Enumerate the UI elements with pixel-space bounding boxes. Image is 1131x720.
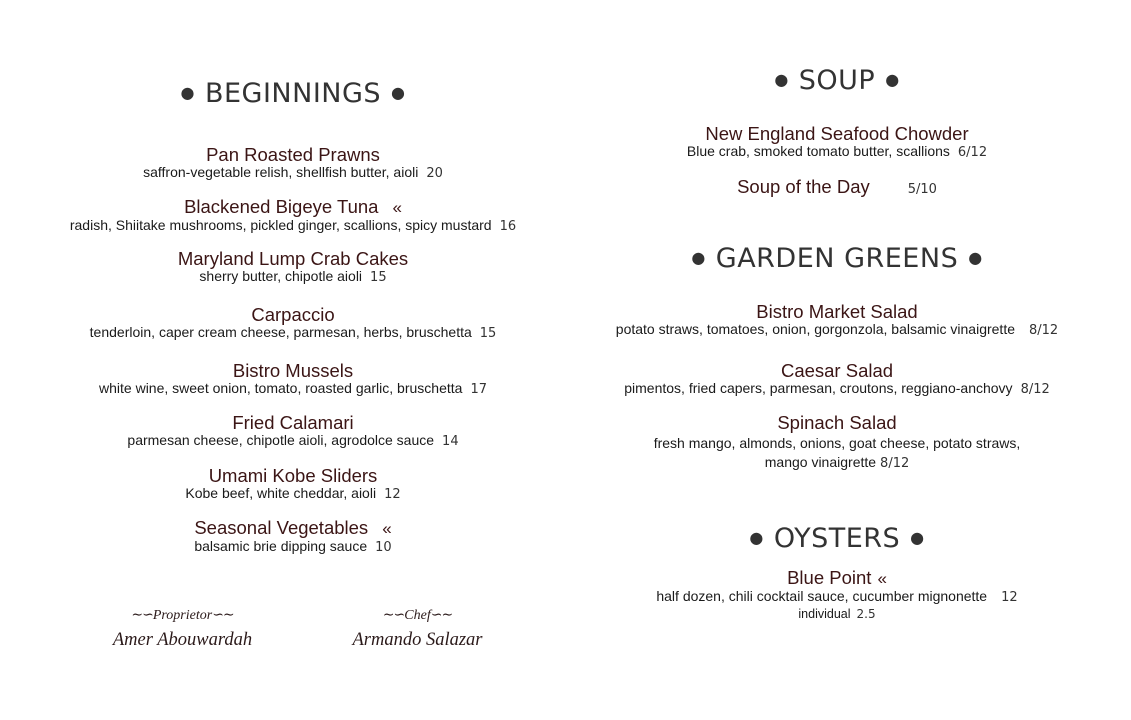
menu-item-bistro-market-salad (586, 302, 1088, 339)
flourish-icon: ∽∼ (212, 608, 234, 623)
menu-item-bistro-mussels (0, 361, 586, 398)
item-description: mango vinaigrette 8/12 (764, 454, 910, 471)
recommended-mark-icon: « (382, 519, 392, 538)
item-description: saffron-vegetable relish, shellfish butter, aioli 20 (143, 164, 443, 181)
item-description: pimentos, fried capers, parmesan, croutons, reggiano-anchovy 8/12 (624, 380, 1050, 397)
menu-item-umami-kobe-sliders (0, 466, 586, 503)
item-name: Caesar Salad (780, 360, 894, 381)
item-price: 8/12 (880, 456, 910, 471)
proprietor-signature (95, 606, 270, 654)
proprietor-name: Amer Abouwardah (112, 630, 253, 650)
flourish-icon: ∼∽ (382, 608, 405, 623)
item-description: white wine, sweet onion, tomato, roasted garlic, bruschetta 17 (99, 380, 487, 397)
item-name: Carpaccio (251, 304, 335, 325)
recommended-mark-icon: « (392, 198, 402, 217)
item-price: 12 (1001, 590, 1018, 605)
item-description: fresh mango, almonds, onions, goat cheese, potato straws, (653, 435, 1021, 451)
item-name: Maryland Lump Crab Cakes (177, 248, 409, 269)
bullet-icon: ● (910, 528, 925, 547)
chef-signature (330, 606, 505, 654)
item-name: Blackened Bigeye Tuna « (184, 196, 402, 217)
menu-item-maryland-lump-crab-cakes (0, 249, 586, 286)
item-name: Spinach Salad (777, 412, 897, 433)
item-name: Bistro Mussels (232, 360, 354, 381)
item-price: 14 (442, 434, 459, 449)
chef-role: ∼∽Chef∽∼ (382, 608, 453, 623)
menu-item-carpaccio (0, 305, 586, 342)
menu-item-blue-point (586, 568, 1088, 622)
flourish-icon: ∼∽ (131, 608, 153, 623)
item-price: 16 (499, 219, 517, 234)
item-description: parmesan cheese, chipotle aioli, agrodolce sauce 14 (127, 432, 459, 449)
bullet-icon: ● (749, 528, 764, 547)
item-price: 6/12 (957, 145, 988, 160)
menu-item-new-england-seafood-chowder (586, 124, 1088, 161)
item-price: 20 (426, 166, 443, 181)
item-description: balsamic brie dipping sauce 10 (194, 538, 392, 555)
bullet-icon: ● (885, 70, 900, 89)
menu-item-fried-calamari (0, 413, 586, 450)
item-name: Seasonal Vegetables « (194, 517, 392, 538)
flourish-icon: ∽∼ (430, 608, 453, 623)
bullet-icon: ● (391, 83, 406, 102)
bullet-icon: ● (691, 248, 706, 267)
menu-item-caesar-salad (586, 361, 1088, 398)
bullet-icon: ● (180, 83, 195, 102)
garden-greens-title: ● GARDEN GREENS ● (691, 243, 983, 274)
menu-item-pan-roasted-prawns (0, 145, 586, 182)
bullet-icon: ● (774, 70, 789, 89)
bullet-icon: ● (968, 248, 983, 267)
item-name: Pan Roasted Prawns (206, 144, 380, 165)
item-price: 17 (470, 382, 487, 397)
item-name: Bistro Market Salad (756, 301, 918, 322)
soup-title: ● SOUP ● (774, 65, 900, 96)
oysters-title: ● OYSTERS ● (749, 523, 925, 554)
item-description: Blue crab, smoked tomato butter, scallions 6/12 (686, 143, 988, 160)
item-name: Blue Point « (787, 567, 887, 588)
item-price: 12 (384, 487, 401, 502)
item-name: Fried Calamari (232, 412, 354, 433)
item-name: Umami Kobe Sliders (208, 465, 378, 486)
item-price: 2.5 (856, 607, 876, 621)
beginnings-title: ● BEGINNINGS ● (180, 78, 406, 109)
item-description: Kobe beef, white cheddar, aioli 12 (185, 485, 401, 502)
item-price: 8/12 (1020, 382, 1050, 397)
item-price: 15 (370, 270, 387, 285)
menu-item-blackened-bigeye-tuna (0, 197, 586, 235)
menu-item-seasonal-vegetables (0, 518, 586, 556)
item-price: 15 (479, 326, 497, 341)
item-price: 10 (375, 540, 392, 555)
chef-name: Armando Salazar (352, 630, 483, 650)
item-description: half dozen, chili cocktail sauce, cucumber mignonette 12 (656, 588, 1018, 605)
menu-item-soup-of-the-day (586, 177, 1088, 199)
menu-item-spinach-salad (586, 413, 1088, 472)
item-name: New England Seafood Chowder (705, 123, 969, 144)
item-description: potato straws, tomatoes, onion, gorgonzola, balsamic vinaigrette 8/12 (615, 321, 1059, 338)
item-description: sherry butter, chipotle aioli 15 (199, 268, 387, 285)
item-price: 8/12 (1029, 323, 1059, 338)
item-name: Soup of the Day 5/10 (737, 176, 937, 197)
recommended-mark-icon: « (877, 569, 887, 588)
item-sub-price: individual 2.5 (798, 607, 876, 621)
item-price: 5/10 (907, 182, 937, 197)
item-description: tenderloin, caper cream cheese, parmesan, herbs, bruschetta 15 (89, 324, 497, 341)
item-description: radish, Shiitake mushrooms, pickled ginger, scallions, spicy mustard 16 (69, 217, 517, 234)
proprietor-role: ∼∽Proprietor∽∼ (131, 608, 234, 623)
